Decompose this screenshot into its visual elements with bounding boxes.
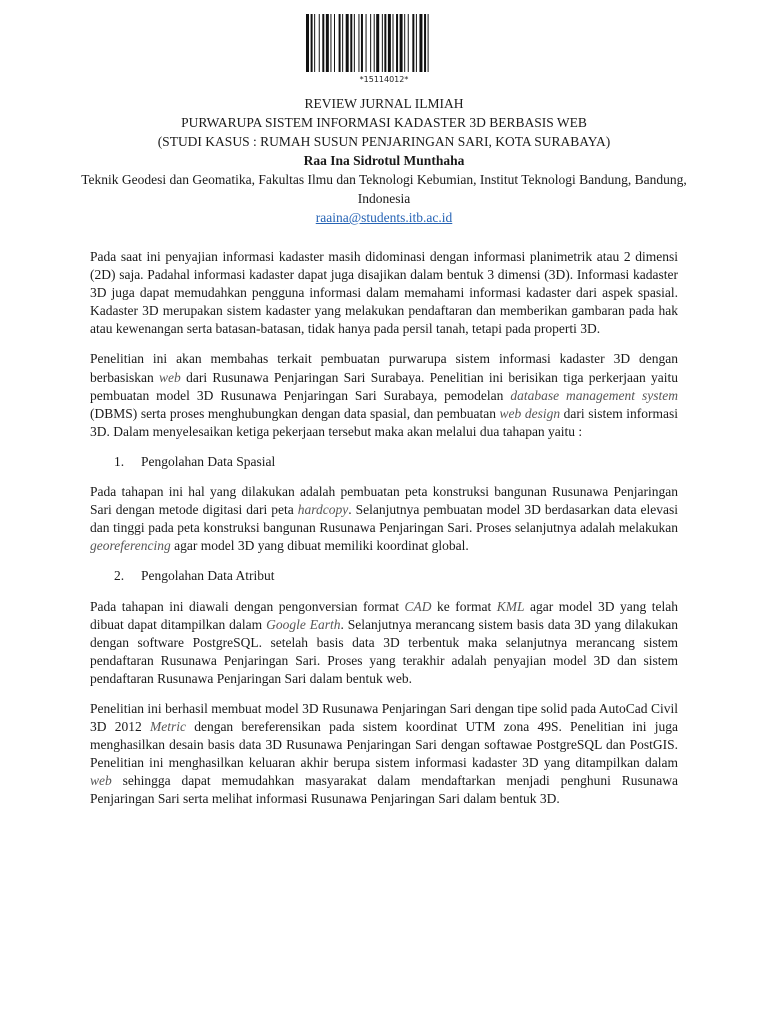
paragraph-attribute [90, 598, 678, 688]
italic-term: Metric [149, 719, 186, 735]
barcode-bar [419, 14, 422, 72]
barcode-bar [354, 14, 355, 72]
text-run: . Selanjutnya merancang sistem basis data 3D yang dilakukan dengan software PostgreSQL. setelah basis data 3D terbentuk maka selanjutnya merancang sistem pendaftaran Rusunawa Penjaringan Sari. Proses yang terakhir adalah penyajian model 3D dan sistem pendaftaran Rusunawa Penjaringan Sari dalam bentuk web. [90, 616, 679, 686]
text-run: dengan bereferensikan pada sistem koordinat UTM zona 49S. Penelitian ini juga menghasilkan desain basis data 3D Rusunawa Penjaringan Sari dengan softawae PostgreSQL dan PostGIS. Penelitian ini menghasilkan keluaran akhir berupa sistem informasi kadaster 3D yang ditampilkan dalam [90, 719, 679, 771]
barcode-bars [304, 14, 464, 78]
text-run: Pada tahapan ini diawali dengan pengonversian format [90, 598, 405, 614]
barcode-bar [311, 14, 313, 72]
paper-title: PURWARUPA SISTEM INFORMASI KADASTER 3D BERBASIS WEB [181, 115, 587, 130]
document-header [80, 94, 688, 227]
paragraph-spatial [90, 483, 678, 555]
text-run: Penelitian ini berhasil membuat model 3D Rusunawa Penjaringan Sari dengan tipe solid pada AutoCad Civil 3D 2012 [90, 700, 678, 735]
barcode-bar [361, 14, 363, 72]
barcode-bar [404, 14, 405, 72]
italic-term: KML [496, 598, 525, 614]
paragraph-results [90, 700, 678, 809]
barcode-bar [334, 14, 335, 72]
barcode-bar [412, 14, 414, 72]
barcode-bar [346, 14, 349, 72]
list-number: 1. [114, 453, 125, 469]
paragraph-intro: Pada saat ini penyajian informasi kadaster masih didominasi dengan informasi planimetrik atau 2 dimensi (2D) saja. Padahal informasi kadaster dapat juga disajikan dalam bentuk 3 dimensi (3D). Informasi kadaster 3D juga dapat memudahkan pengguna informasi dalam memahami informasi kadaster dari aspek spasial. Kadaster 3D merupakan sistem kadaster yang melakukan pendaftaran dan memberikan gambaran pada hak atau kewenangan serta batasan-batasan, tidak hanya pada persil tanah, tetapi pada properti 3D. [90, 249, 678, 337]
barcode-bar [382, 14, 383, 72]
barcode-bar [319, 14, 320, 72]
italic-term: database management system [510, 387, 678, 403]
text-run: agar model 3D yang dibuat memiliki koordinat global. [170, 538, 469, 554]
barcode-bar [342, 14, 343, 72]
author-name: Raa Ina Sidrotul Munthaha [303, 153, 465, 168]
review-heading: REVIEW JURNAL ILMIAH [304, 96, 464, 111]
barcode-bar [326, 14, 329, 72]
author-affiliation: Teknik Geodesi dan Geomatika, Fakultas Ilmu dan Teknologi Kebumian, Institut Teknologi Bandung, Bandung, Indonesia [81, 172, 687, 206]
italic-term: web [90, 773, 112, 789]
barcode-bar [366, 14, 367, 72]
barcode-bar [306, 14, 309, 72]
text-run: ke format [431, 598, 497, 614]
text-run: (DBMS) serta proses menghubungkan dengan data spasial, dan pembuatan [90, 405, 500, 421]
review-body [90, 248, 678, 821]
text-run: agar model 3D yang telah dibuat dapat ditampilkan dalam [90, 598, 678, 632]
barcode-bar [428, 14, 429, 72]
text-run: Penelitian ini akan membahas terkait pembuatan purwarupa sistem informasi kadaster 3D dengan berbasiskan [90, 351, 678, 385]
section-heading-text: Pengolahan Data Spasial [141, 453, 276, 469]
barcode-bar [330, 14, 331, 72]
section-heading-spatial [90, 453, 678, 471]
italic-term: hardcopy [297, 502, 349, 518]
barcode-bar [339, 14, 341, 72]
barcode-bar [358, 14, 359, 72]
barcode-bar [370, 14, 371, 72]
barcode-bar [400, 14, 403, 72]
list-number: 2. [114, 568, 125, 584]
barcode [304, 14, 464, 82]
barcode-bar [408, 14, 409, 72]
section-heading-text: Pengolahan Data Atribut [141, 568, 275, 584]
barcode-bar [314, 14, 315, 72]
barcode-bar [393, 14, 394, 72]
barcode-bar [322, 14, 324, 72]
text-run: sehingga dapat memudahkan masyarakat dalam mendaftarkan menjadi penghuni Rusunawa Penjaringan Sari serta melihat informasi Rusunawa Penjaringan Sari dalam bentuk 3D. [90, 773, 678, 807]
paragraph-scope [90, 350, 678, 440]
barcode-bar [384, 14, 386, 72]
barcode-bar [374, 14, 375, 72]
text-run: Pada tahapan ini hal yang dilakukan adalah pembuatan peta konstruksi bangunan Rusunawa Penjaringan Sari dengan metode digitasi dari peta [90, 484, 678, 518]
paper-subtitle: (STUDI KASUS : RUMAH SUSUN PENJARINGAN SARI, KOTA SURABAYA) [157, 134, 611, 149]
text-run: dari sistem informasi 3D. Dalam menyelesaikan ketiga pekerjaan tersebut maka akan melalui dua tahapan yaitu : [90, 405, 679, 439]
italic-term: CAD [404, 598, 432, 614]
text-run: dari Rusunawa Penjaringan Sari Surabaya. Penelitian ini berisikan tiga perkerjaan yaitu pembuatan model 3D Rusunawa Penjaringan Sari Surabaya, pemodelan [90, 369, 678, 403]
italic-term: georeferencing [90, 538, 171, 554]
text-run: . Selanjutnya pembuatan model 3D berdasarkan data elevasi dan tinggi pada peta konstruksi bangunan Rusunawa Penjaringan Sari. Proses selanjutnya adalah melakukan [90, 502, 679, 536]
author-email-link[interactable]: raaina@students.itb.ac.id [315, 210, 453, 225]
barcode-bar [424, 14, 426, 72]
barcode-bar [350, 14, 352, 72]
section-heading-attribute [90, 567, 678, 585]
italic-term: web design [499, 405, 561, 421]
barcode-bar [376, 14, 379, 72]
barcode-bar [416, 14, 417, 72]
italic-term: Google Earth [266, 616, 341, 632]
barcode-bar [388, 14, 391, 72]
barcode-number: *15114012* [359, 75, 409, 84]
barcode-bar [396, 14, 398, 72]
italic-term: web [159, 369, 181, 385]
